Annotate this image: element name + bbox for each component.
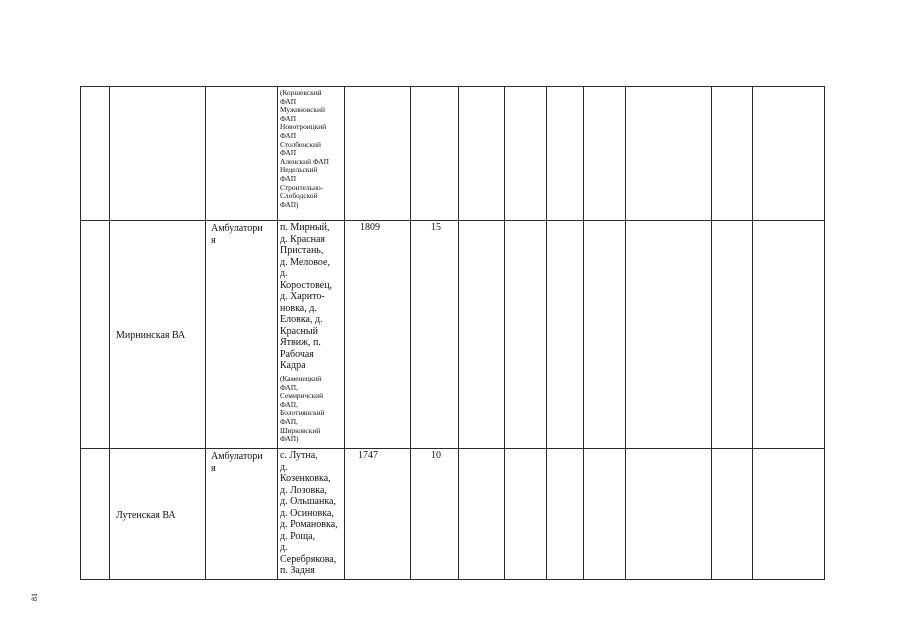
fap-list-line: ФАП — [280, 96, 297, 106]
served-area-line: д. Меловое, — [280, 256, 330, 268]
table-row-divider — [80, 220, 825, 221]
fap-list-line: ФАП) — [280, 434, 299, 444]
row2-facility-type: Амбулатори я — [211, 223, 263, 246]
row2-staff: 15 — [431, 222, 441, 233]
table-border-left — [80, 86, 81, 580]
served-area-line: Козенковка, — [280, 473, 331, 484]
served-area-line: д. — [280, 461, 288, 473]
table-column-divider — [583, 86, 584, 580]
served-area-line: с. Лутна, — [280, 450, 318, 461]
fap-list-line: Столбенский — [280, 139, 321, 149]
fap-list-line: Мужиновский — [280, 105, 325, 115]
fap-list-line: Аленский ФАП — [280, 156, 329, 166]
fap-list-line: ФАП, — [280, 399, 298, 409]
served-area-line: новка, д. — [280, 302, 317, 314]
fap-list-line: ФАП — [280, 173, 297, 183]
fap-list-line: ФАП — [280, 130, 297, 140]
table-border-top — [80, 86, 825, 87]
served-area-line: Кадра — [280, 360, 306, 371]
fap-list-line: Семиричский — [280, 391, 324, 401]
fap-list-line: Ширковский — [280, 425, 321, 435]
row3-population: 1747 — [358, 450, 378, 461]
table-border-bottom — [80, 579, 825, 580]
table-column-divider — [109, 86, 110, 580]
fap-list-line: ФАП, — [280, 382, 298, 392]
fap-list-line: ФАП, — [280, 416, 298, 426]
served-area-line: Коростовец, — [280, 279, 333, 291]
table-column-divider — [205, 86, 206, 580]
served-area-line: Серебрякова, — [280, 553, 337, 565]
served-area-line: Пристань, — [280, 245, 324, 256]
served-area-line: д. Ольшанка, — [280, 496, 336, 507]
fap-list-line: Болотнянский — [280, 408, 325, 418]
served-area-line: д. Осиновка, — [280, 507, 334, 519]
page-number: 81 — [30, 593, 39, 601]
fap-list-line: Новотроицкий — [280, 122, 327, 132]
row2-org-name: Мирнинская ВА — [116, 330, 186, 341]
served-area-line: Еловка, д. — [280, 314, 323, 325]
row2-served-area — [280, 222, 332, 372]
fap-list-line: Слободской — [280, 191, 318, 201]
table-column-divider — [458, 86, 459, 580]
served-area-line: д. Лозовка, — [280, 484, 327, 496]
served-area-line: Красный — [280, 325, 318, 337]
fap-list-line: Строительно- — [280, 182, 324, 192]
fap-list-line: ФАП — [280, 148, 297, 158]
served-area-line: д. Романовка, — [280, 519, 338, 530]
fap-list-line: (Коршевский — [280, 88, 322, 97]
table-column-divider — [410, 86, 411, 580]
row3-staff: 10 — [431, 450, 441, 461]
table-column-divider — [711, 86, 712, 580]
row3-facility-type: Амбулатори я — [211, 451, 263, 474]
served-area-line: Рабочая — [280, 348, 314, 360]
row2-fap-list — [280, 375, 324, 444]
row3-org-name: Лутенская ВА — [116, 510, 176, 521]
served-area-line: Ятвиж, п. — [280, 337, 321, 348]
served-area-line: д. — [280, 268, 288, 279]
served-area-line: д. — [280, 542, 288, 553]
table-column-divider — [344, 86, 345, 580]
fap-list-line: ФАП) — [280, 199, 299, 209]
served-area-line: д. Роща, — [280, 530, 316, 542]
table-column-divider — [504, 86, 505, 580]
served-area-line: п. Задня — [280, 565, 315, 576]
fap-list-line: ФАП — [280, 113, 297, 123]
row2-population: 1809 — [360, 222, 380, 233]
fap-list-line: Недельский — [280, 165, 318, 175]
table-border-right — [824, 86, 825, 580]
row3-served-area — [280, 450, 338, 577]
table-column-divider — [546, 86, 547, 580]
row1-fap-list — [280, 89, 329, 209]
table-column-divider — [277, 86, 278, 580]
served-area-line: п. Мирный, — [280, 222, 330, 233]
fap-list-line: (Каменецкий — [280, 374, 322, 383]
served-area-line: д. Харито- — [280, 291, 325, 302]
served-area-line: д. Красная — [280, 233, 326, 245]
table-column-divider — [752, 86, 753, 580]
table-column-divider — [625, 86, 626, 580]
table-row-divider — [80, 448, 825, 449]
